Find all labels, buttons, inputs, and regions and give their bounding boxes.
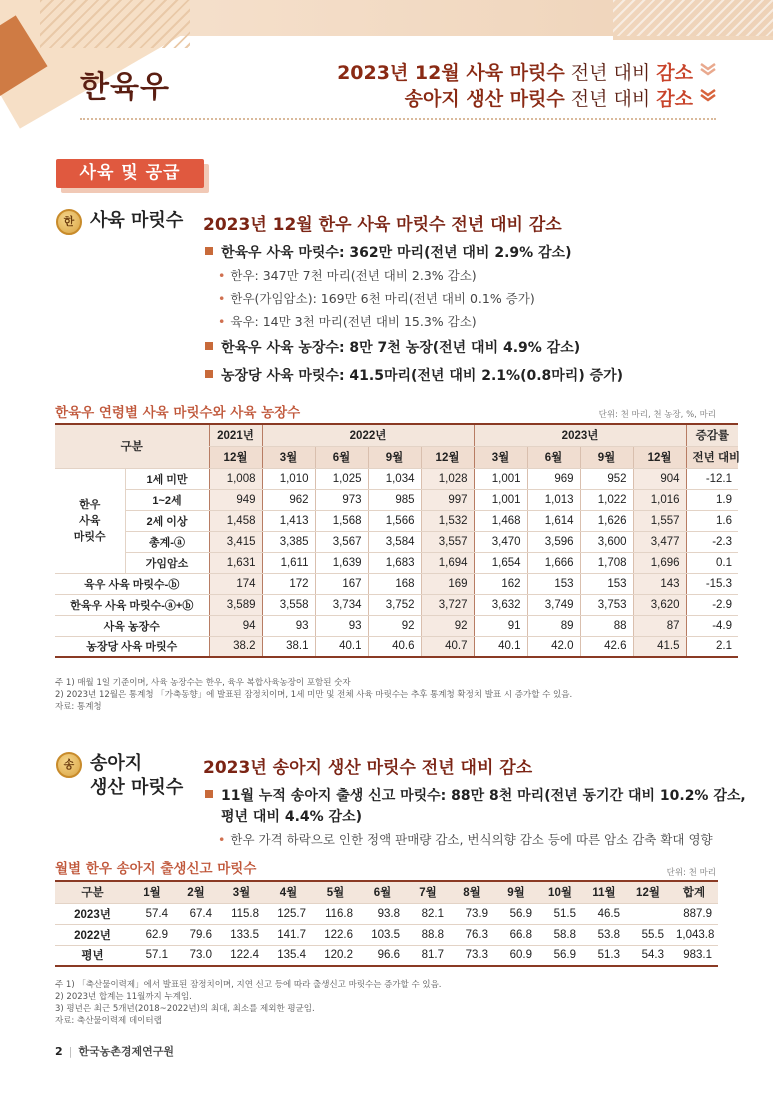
coin-icon: 송: [56, 752, 82, 778]
table-caption: 월별 한우 송아지 출생신고 마릿수: [55, 861, 257, 877]
table-cell: 122.4: [218, 945, 265, 966]
column-header: 4월: [265, 881, 312, 903]
table-cell: 1,631: [209, 552, 262, 573]
table-cell: 73.0: [174, 945, 218, 966]
org-name: 한국농촌경제연구원: [78, 1045, 175, 1058]
table-cell: 91: [474, 615, 527, 636]
table-cell: [626, 903, 670, 924]
table-cell: 3,753: [580, 594, 633, 615]
row-label: 가임암소: [125, 552, 209, 573]
table-cell: 3,470: [474, 531, 527, 552]
change-cell: -2.9: [686, 594, 738, 615]
table-cell: 92: [421, 615, 474, 636]
column-header: 증감률: [686, 424, 738, 446]
column-header: 12월: [626, 881, 670, 903]
column-header: 6월: [527, 446, 580, 468]
table-cell: 3,589: [209, 594, 262, 615]
column-header: 9월: [494, 881, 538, 903]
table-cell: 1,611: [262, 552, 315, 573]
table-cell: 57.1: [130, 945, 174, 966]
change-cell: 0.1: [686, 552, 738, 573]
column-header: 9월: [580, 446, 633, 468]
table-cell: 141.7: [265, 924, 312, 945]
table-row: [55, 594, 738, 615]
table-cell: 76.3: [450, 924, 494, 945]
table-cell: 40.1: [474, 636, 527, 657]
column-header: 6월: [315, 446, 368, 468]
change-cell: 1.6: [686, 510, 738, 531]
row-label: 총계-ⓐ: [125, 531, 209, 552]
page-title: 한육우: [80, 70, 170, 105]
change-cell: -15.3: [686, 573, 738, 594]
table-row: [55, 615, 738, 636]
table-cell: 1,008: [209, 468, 262, 489]
table-cell: 1,557: [633, 510, 686, 531]
row-label: 2022년: [55, 924, 130, 945]
column-header: 합계: [670, 881, 718, 903]
table-cell: 60.9: [494, 945, 538, 966]
table-cell: 172: [262, 573, 315, 594]
table-cell: 135.4: [265, 945, 312, 966]
table-cell: 1,666: [527, 552, 580, 573]
column-header: 2월: [174, 881, 218, 903]
table-cell: 42.0: [527, 636, 580, 657]
table-cell: 1,025: [315, 468, 368, 489]
table-cell: 115.8: [218, 903, 265, 924]
table-cell: 174: [209, 573, 262, 594]
table-row: [55, 510, 738, 531]
table-cell: 92: [368, 615, 421, 636]
row-label: 육우 사육 마릿수-ⓑ: [55, 573, 209, 594]
table-cell: 1,001: [474, 489, 527, 510]
livestock-table: [55, 423, 741, 658]
row-label: 1~2세: [125, 489, 209, 510]
table-cell: 133.5: [218, 924, 265, 945]
table-cell: 3,727: [421, 594, 474, 615]
chevron-down-icon: [699, 88, 717, 102]
table-cell: 62.9: [130, 924, 174, 945]
topic-title: 2023년 송아지 생산 마릿수 전년 대비 감소: [203, 758, 533, 778]
table-row: [55, 552, 738, 573]
table-cell: 125.7: [265, 903, 312, 924]
column-header: 3월: [262, 446, 315, 468]
table-cell: 103.5: [359, 924, 406, 945]
table-cell: 120.2: [312, 945, 359, 966]
column-header: 전년 대비: [686, 446, 738, 468]
row-label: 한육우 사육 마릿수-ⓐ+ⓑ: [55, 594, 209, 615]
column-header: 12월: [209, 446, 262, 468]
table-cell: 973: [315, 489, 368, 510]
column-header: 11월: [582, 881, 626, 903]
unit-note: 단위: 천 마리: [666, 868, 716, 878]
table-cell: 153: [527, 573, 580, 594]
bullet-item: 한육우 사육 농장수: 8만 7천 농장(전년 대비 4.9% 감소): [205, 337, 580, 357]
table-cell: 41.5: [633, 636, 686, 657]
table-cell: 168: [368, 573, 421, 594]
table-cell: 122.6: [312, 924, 359, 945]
footnote: 3) 평년은 최근 5개년(2018~2022년)의 최대, 최소를 제외한 평균임.: [55, 1004, 315, 1014]
table-cell: 93.8: [359, 903, 406, 924]
column-header: 2023년: [474, 424, 686, 446]
table-cell: 887.9: [670, 903, 718, 924]
table-cell: 3,596: [527, 531, 580, 552]
table-cell: 3,632: [474, 594, 527, 615]
table-row: [55, 573, 738, 594]
column-header: 6월: [359, 881, 406, 903]
table-row: [55, 924, 718, 945]
table-cell: 3,557: [421, 531, 474, 552]
table-row: [55, 531, 738, 552]
table-cell: 983.1: [670, 945, 718, 966]
table-cell: 57.4: [130, 903, 174, 924]
table-cell: 3,477: [633, 531, 686, 552]
table-cell: 55.5: [626, 924, 670, 945]
column-header: 10월: [538, 881, 582, 903]
row-group-label-line: 한우: [79, 498, 101, 511]
table-cell: 3,584: [368, 531, 421, 552]
divider: [80, 118, 716, 120]
topic-label-line: 생산 마릿수: [90, 777, 184, 798]
bullet-item: 한육우 사육 마릿수: 362만 마리(전년 대비 2.9% 감소): [205, 242, 571, 262]
table-cell: 58.8: [538, 924, 582, 945]
table-cell: 153: [580, 573, 633, 594]
table-cell: 1,639: [315, 552, 368, 573]
column-header: 2022년: [262, 424, 474, 446]
column-header: 12월: [421, 446, 474, 468]
bullet-item: 11월 누적 송아지 출생 신고 마릿수: 88만 8천 마리(전년 동기간 대비 10.2% 감소,: [205, 785, 746, 805]
table-cell: 3,734: [315, 594, 368, 615]
table-row: [55, 489, 738, 510]
footnote: 자료: 축산물이력제 데이터랩: [55, 1016, 162, 1026]
topic-title: 2023년 12월 한우 사육 마릿수 전년 대비 감소: [203, 215, 562, 235]
page-number: 2: [55, 1045, 63, 1058]
topic-calf-production: [56, 752, 183, 800]
table-cell: 3,415: [209, 531, 262, 552]
footnote: 2) 2023년 12월은 통계청 「가축동향」에 발표된 잠정치이며, 1세 미만 및 전체 사육 마릿수는 추후 통계청 확정치 발표 시 증가할 수 있음.: [55, 690, 573, 700]
table-cell: 38.2: [209, 636, 262, 657]
bullet-item: 농장당 사육 마릿수: 41.5마리(전년 대비 2.1%(0.8마리) 증가): [205, 365, 623, 385]
table-cell: 116.8: [312, 903, 359, 924]
table-cell: 3,567: [315, 531, 368, 552]
table-cell: 38.1: [262, 636, 315, 657]
table-caption: 한육우 연령별 사육 마릿수와 사육 농장수: [55, 405, 301, 421]
table-cell: 1,458: [209, 510, 262, 531]
table-cell: 1,566: [368, 510, 421, 531]
table-row: [55, 903, 718, 924]
table-cell: 51.3: [582, 945, 626, 966]
table-cell: 3,558: [262, 594, 315, 615]
table-row: [55, 636, 738, 657]
row-label: 1세 미만: [125, 468, 209, 489]
table-cell: 73.9: [450, 903, 494, 924]
table-cell: 93: [262, 615, 315, 636]
table-cell: 3,752: [368, 594, 421, 615]
calf-birth-table: [55, 880, 718, 967]
footnote: 자료: 통계청: [55, 702, 102, 712]
table-cell: 53.8: [582, 924, 626, 945]
table-row: [55, 468, 738, 489]
table-cell: 1,694: [421, 552, 474, 573]
column-header: 구분: [55, 881, 130, 903]
row-label: 2세 이상: [125, 510, 209, 531]
column-header: 2021년: [209, 424, 262, 446]
column-header: 12월: [633, 446, 686, 468]
table-cell: 162: [474, 573, 527, 594]
page-footer: 2 | 한국농촌경제연구원: [55, 1045, 175, 1058]
table-cell: 67.4: [174, 903, 218, 924]
table-cell: 66.8: [494, 924, 538, 945]
table-cell: 89: [527, 615, 580, 636]
unit-note: 단위: 천 마리, 천 농장, %, 마리: [598, 410, 716, 420]
top-decoration-stripe: [613, 36, 773, 40]
table-cell: 1,532: [421, 510, 474, 531]
section-label: 사육 및 공급: [56, 159, 204, 188]
sub-bullet-item: • 한우 가격 하락으로 인한 정액 판매량 감소, 번식의향 감소 등에 따른 암소 감축 확대 영향: [218, 832, 713, 847]
table-cell: 1,028: [421, 468, 474, 489]
row-group-label-line: 마릿수: [73, 530, 106, 543]
table-cell: 3,620: [633, 594, 686, 615]
table-cell: 1,043.8: [670, 924, 718, 945]
row-group-label: [55, 468, 125, 573]
table-cell: 952: [580, 468, 633, 489]
coin-icon: 한: [56, 209, 82, 235]
topic-label-line: 송아지: [90, 753, 143, 774]
table-cell: 79.6: [174, 924, 218, 945]
column-header: 5월: [312, 881, 359, 903]
table-cell: 3,600: [580, 531, 633, 552]
table-cell: 81.7: [406, 945, 450, 966]
row-label: 농장당 사육 마릿수: [55, 636, 209, 657]
table-cell: 42.6: [580, 636, 633, 657]
change-cell: -2.3: [686, 531, 738, 552]
change-cell: -4.9: [686, 615, 738, 636]
table-cell: 40.6: [368, 636, 421, 657]
table-cell: 46.5: [582, 903, 626, 924]
table-cell: 40.7: [421, 636, 474, 657]
table-cell: 73.3: [450, 945, 494, 966]
table-cell: 1,413: [262, 510, 315, 531]
footnote: 2) 2023년 합계는 11월까지 누계임.: [55, 992, 192, 1002]
table-cell: 985: [368, 489, 421, 510]
table-cell: 56.9: [494, 903, 538, 924]
table-cell: 1,614: [527, 510, 580, 531]
table-cell: 1,010: [262, 468, 315, 489]
row-label: 평년: [55, 945, 130, 966]
table-cell: 88: [580, 615, 633, 636]
footnote: 주 1) 매월 1일 기준이며, 사육 농장수는 한우, 육우 복합사육농장이 포함된 숫자: [55, 678, 351, 688]
table-cell: 167: [315, 573, 368, 594]
table-cell: 51.5: [538, 903, 582, 924]
column-header: 1월: [130, 881, 174, 903]
table-cell: 1,468: [474, 510, 527, 531]
column-header: 3월: [218, 881, 265, 903]
table-cell: 82.1: [406, 903, 450, 924]
change-cell: 1.9: [686, 489, 738, 510]
table-cell: 96.6: [359, 945, 406, 966]
section-header: [56, 159, 210, 191]
table-cell: 1,013: [527, 489, 580, 510]
table-cell: 1,654: [474, 552, 527, 573]
table-cell: 54.3: [626, 945, 670, 966]
chevron-down-icon: [699, 62, 717, 76]
table-cell: 962: [262, 489, 315, 510]
column-header: 8월: [450, 881, 494, 903]
change-cell: -12.1: [686, 468, 738, 489]
table-cell: 88.8: [406, 924, 450, 945]
table-cell: 3,385: [262, 531, 315, 552]
headline-2: 송아지 생산 마릿수 전년 대비 감소: [404, 88, 693, 110]
table-cell: 1,683: [368, 552, 421, 573]
topic-livestock-count: [56, 209, 183, 235]
table-cell: 904: [633, 468, 686, 489]
table-cell: 969: [527, 468, 580, 489]
column-header: 7월: [406, 881, 450, 903]
table-cell: 1,016: [633, 489, 686, 510]
column-header: 구분: [55, 424, 209, 468]
table-cell: 40.1: [315, 636, 368, 657]
bullet-item-continued: 평년 대비 4.4% 감소): [221, 809, 362, 825]
sub-bullet-item: • 한우(가임암소): 169만 6천 마리(전년 대비 0.1% 증가): [218, 291, 535, 306]
column-header: 3월: [474, 446, 527, 468]
table-cell: 1,626: [580, 510, 633, 531]
headline-1: 2023년 12월 사육 마릿수 전년 대비 감소: [337, 62, 693, 84]
row-label: 2023년: [55, 903, 130, 924]
table-cell: 1,696: [633, 552, 686, 573]
table-cell: 143: [633, 573, 686, 594]
table-cell: 169: [421, 573, 474, 594]
table-cell: 87: [633, 615, 686, 636]
table-cell: 997: [421, 489, 474, 510]
table-cell: 3,749: [527, 594, 580, 615]
footnote: 주 1) 「축산물이력제」에서 발표된 잠정치이며, 지연 신고 등에 따라 출생신고 마릿수는 증가할 수 있음.: [55, 980, 442, 990]
topic-label: [90, 752, 183, 800]
change-cell: 2.1: [686, 636, 738, 657]
table-cell: 1,001: [474, 468, 527, 489]
table-cell: 949: [209, 489, 262, 510]
table-cell: 94: [209, 615, 262, 636]
sub-bullet-item: • 육우: 14만 3천 마리(전년 대비 15.3% 감소): [218, 314, 477, 329]
table-cell: 1,022: [580, 489, 633, 510]
row-label: 사육 농장수: [55, 615, 209, 636]
row-group-label-line: 사육: [79, 514, 101, 527]
sub-bullet-item: • 한우: 347만 7천 마리(전년 대비 2.3% 감소): [218, 268, 477, 283]
column-header: 9월: [368, 446, 421, 468]
table-cell: 56.9: [538, 945, 582, 966]
table-cell: 1,568: [315, 510, 368, 531]
table-cell: 93: [315, 615, 368, 636]
table-cell: 1,034: [368, 468, 421, 489]
table-row: [55, 945, 718, 966]
topic-label: 사육 마릿수: [90, 210, 184, 231]
table-cell: 1,708: [580, 552, 633, 573]
